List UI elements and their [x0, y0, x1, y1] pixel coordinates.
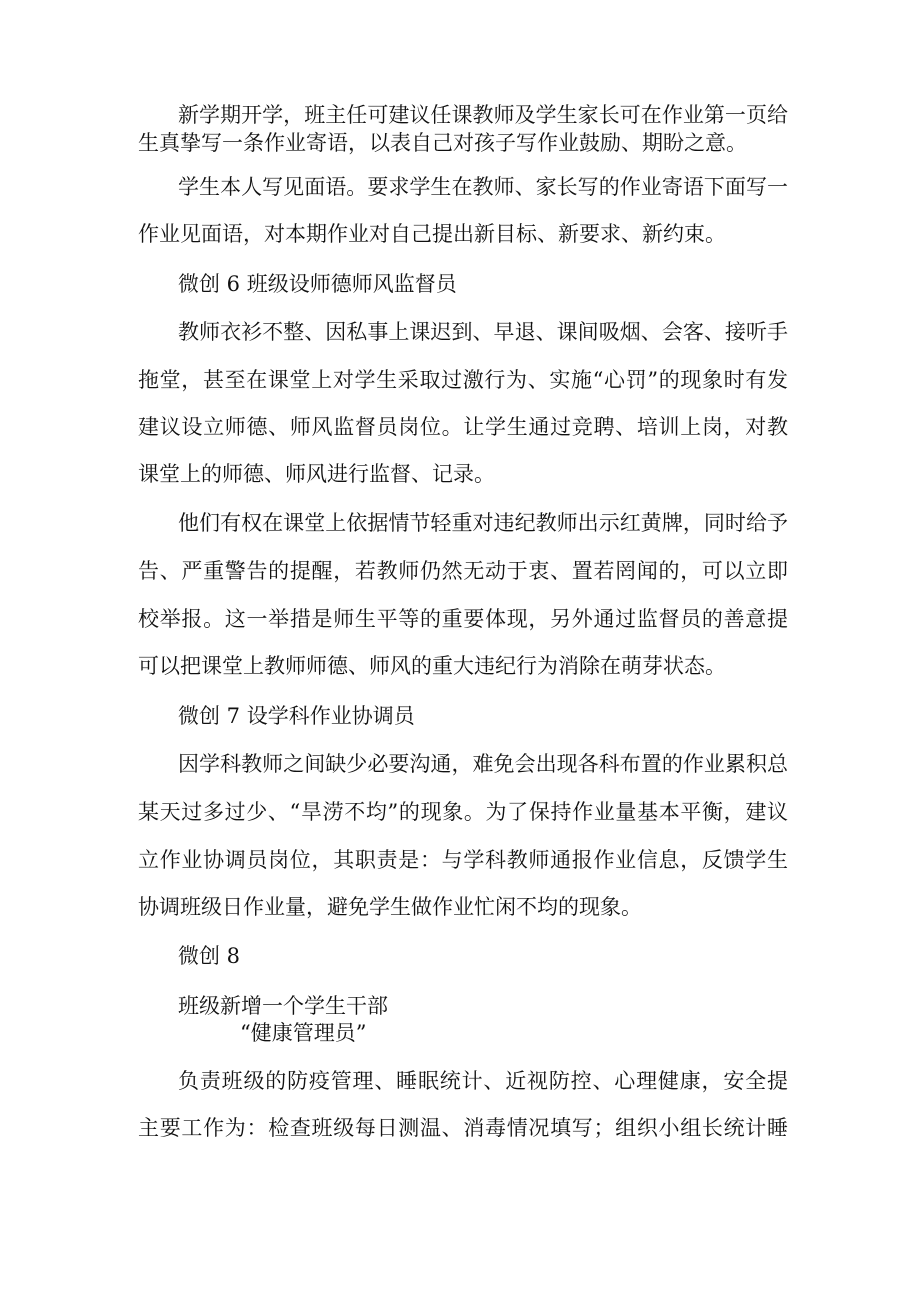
paragraph-line: 可以把课堂上教师师德、师风的重大违纪行为消除在萌芽状态。	[138, 654, 726, 678]
paragraph-line: 新学期开学，班主任可建议任课教师及学生家长可在作业第一页给	[178, 103, 788, 127]
paragraph-line: 立作业协调员岗位，其职责是：与学科教师通报作业信息，反馈学生	[138, 848, 788, 872]
section-subheading: “健康管理员”	[240, 1021, 367, 1045]
paragraph-line: 拖堂，甚至在课堂上对学生采取过激行为、实施“心罚”的现象时有发	[138, 368, 788, 392]
paragraph-line: 某天过多过少、“旱涝不均”的现象。为了保持作业量基本平衡，建议	[138, 800, 788, 824]
paragraph-line: 协调班级日作业量，避免学生做作业忙闲不均的现象。	[138, 895, 642, 919]
section-heading: 微创 7 设学科作业协调员	[178, 704, 415, 728]
section-heading: 微创 8	[178, 944, 241, 968]
paragraph-line: 作业见面语，对本期作业对自己提出新目标、新要求、新约束。	[138, 222, 726, 246]
paragraph-line: 学生本人写见面语。要求学生在教师、家长写的作业寄语下面写一	[178, 175, 788, 199]
section-heading: 班级新增一个学生干部	[178, 994, 388, 1018]
paragraph-line: 生真挚写一条作业寄语，以表自己对孩子写作业鼓励、期盼之意。	[138, 131, 747, 155]
paragraph-line: 他们有权在课堂上依据情节轻重对违纪教师出示红黄牌，同时给予	[178, 511, 788, 535]
paragraph-line: 教师衣衫不整、因私事上课迟到、早退、课间吸烟、会客、接听手	[178, 320, 788, 344]
paragraph-line: 因学科教师之间缺少必要沟通，难免会出现各科布置的作业累积总	[178, 752, 788, 776]
paragraph-line: 负责班级的防疫管理、睡眠统计、近视防控、心理健康，安全提	[178, 1069, 788, 1093]
paragraph-line: 课堂上的师德、师风进行监督、记录。	[138, 462, 495, 486]
paragraph-line: 校举报。这一举措是师生平等的重要体现，另外通过监督员的善意提	[138, 607, 788, 631]
section-heading: 微创 6 班级设师德师风监督员	[178, 272, 457, 296]
paragraph-line: 建议设立师德、师风监督员岗位。让学生通过竞聘、培训上岗，对教	[138, 415, 788, 439]
paragraph-line: 主要工作为：检查班级每日测温、消毒情况填写；组织小组长统计睡	[138, 1116, 788, 1140]
paragraph-line: 告、严重警告的提醒，若教师仍然无动于衷、置若罔闻的，可以立即	[138, 559, 788, 583]
